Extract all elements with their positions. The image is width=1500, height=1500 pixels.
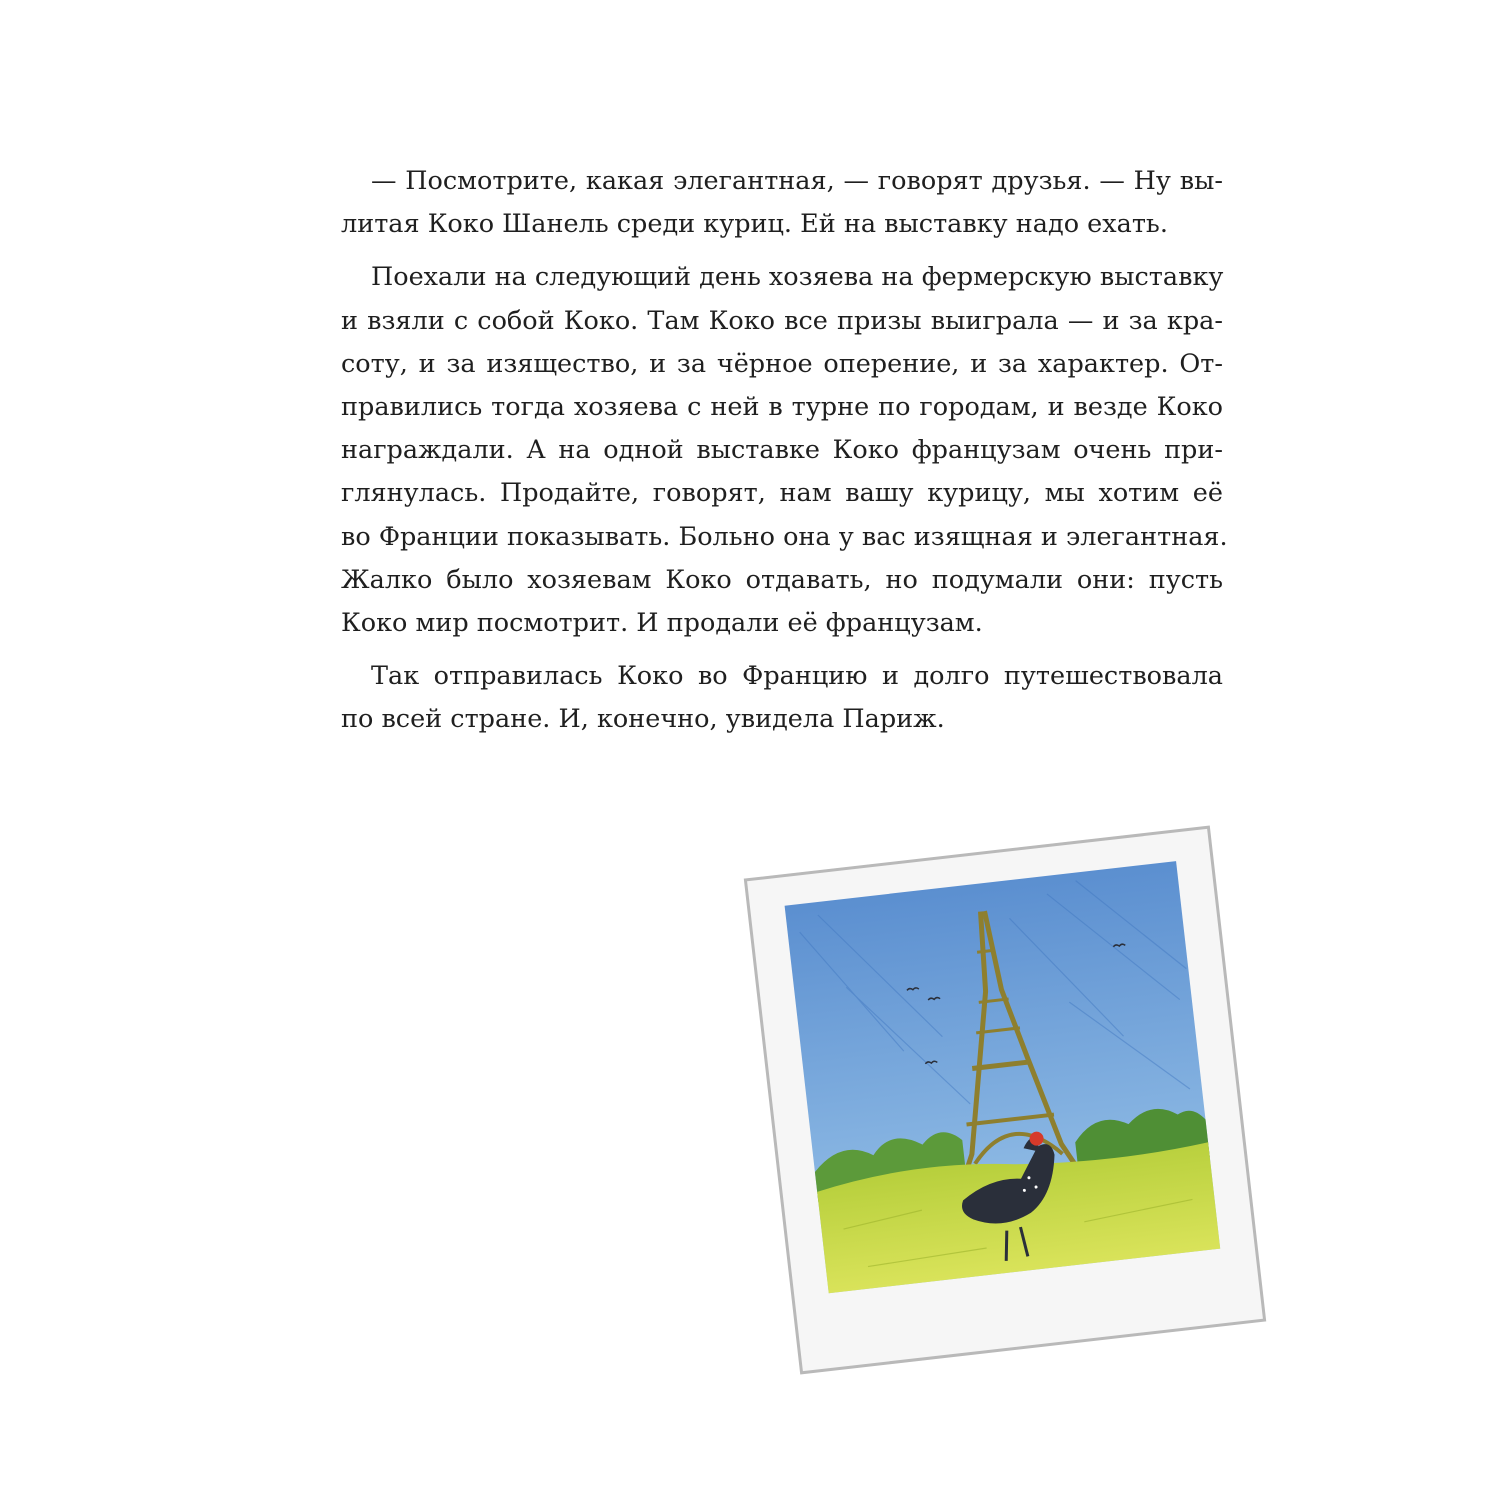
story-text [341, 160, 1228, 752]
text-line: литая Коко Шанель среди куриц. Ей на выставку надо ехать. [341, 209, 1168, 240]
paragraph-2 [341, 256, 1228, 645]
text-line: Жалко было хозяевам Коко отдавать, но подумали они: пусть [341, 564, 1223, 595]
paragraph-1 [341, 160, 1223, 246]
paragraph-3 [341, 655, 1223, 741]
text-line: — Посмотрите, какая элегантная, — говорят друзья. — Ну вы- [371, 166, 1223, 196]
text-line: Поехали на следующий день хозяева на фермерскую выставку [371, 262, 1224, 293]
eiffel-tower-hen-picture [743, 825, 1267, 1375]
text-line: глянулась. Продайте, говорят, нам вашу курицу, мы хотим её [341, 478, 1223, 509]
polaroid-illustration [743, 825, 1267, 1375]
text-line: правились тогда хозяева с ней в турне по городам, и везде Коко [341, 392, 1223, 423]
text-line: награждали. А на одной выставке Коко французам очень при- [341, 435, 1223, 466]
text-line: во Франции показывать. Больно она у вас изящная и элегантная. [341, 521, 1228, 552]
text-line: по всей стране. И, конечно, увидела Париж. [341, 704, 945, 735]
text-line: Коко мир посмотрит. И продали её французам. [341, 608, 983, 639]
text-line: и взяли с собой Коко. Там Коко все призы выиграла — и за кра- [341, 305, 1223, 336]
text-line: соту, и за изящество, и за чёрное оперение, и за характер. От- [341, 348, 1223, 379]
text-line: Так отправилась Коко во Францию и долго путешествовала [371, 661, 1223, 692]
